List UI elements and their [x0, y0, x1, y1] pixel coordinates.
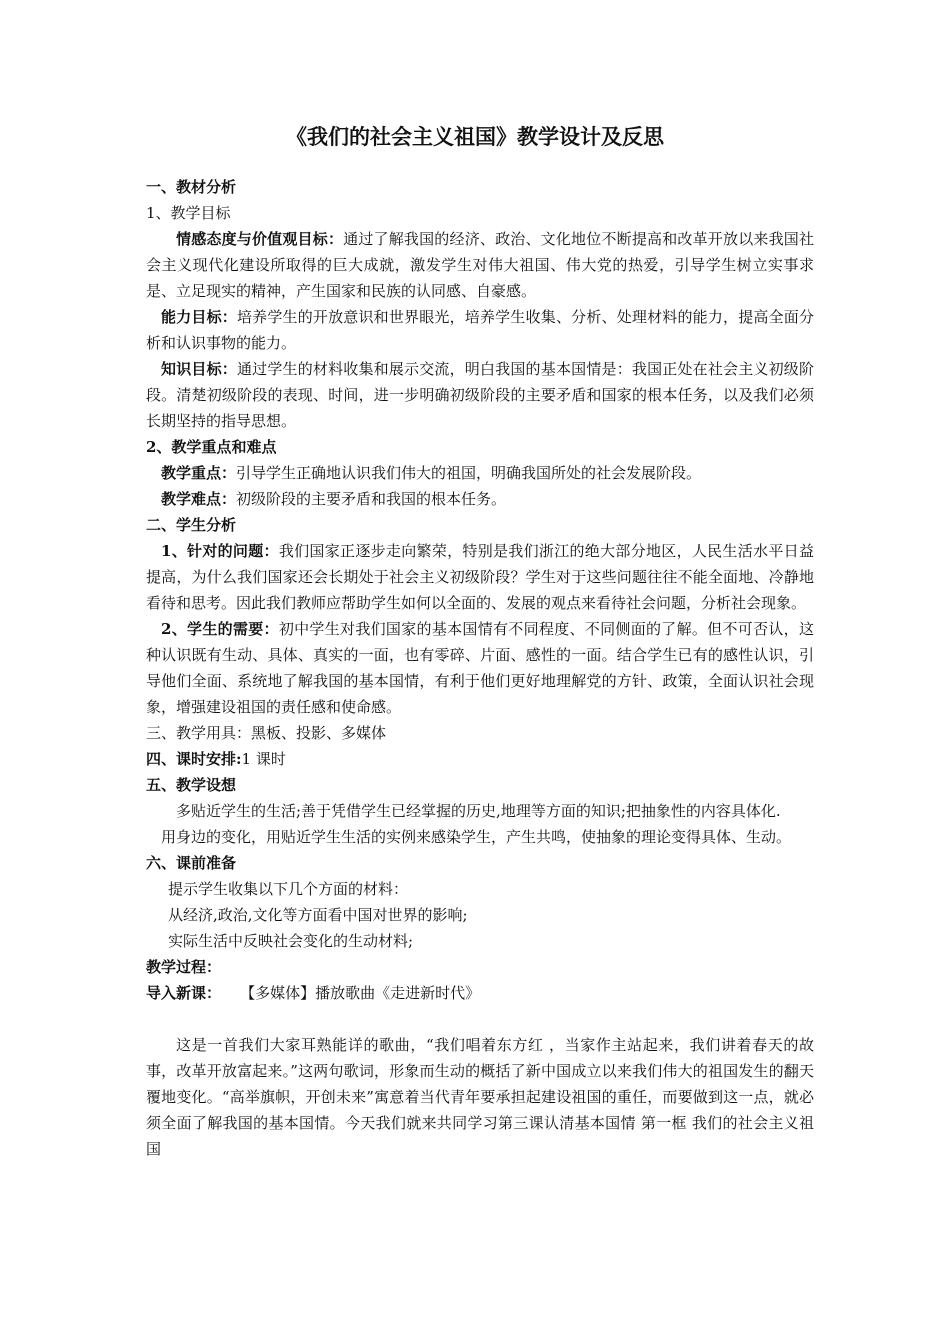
paragraph-design-2: 用身边的变化，用贴近学生生活的实例来感染学生，产生共鸣，使抽象的理论变得具体、生动。	[161, 828, 792, 846]
prep-line-2: 从经济,政治,文化等方面看中国对世界的影响;	[168, 906, 468, 924]
text: 【多媒体】播放歌曲《走进新时代》	[240, 984, 481, 1002]
label: 教学重点：	[161, 464, 237, 482]
section-heading-5: 五、教学设想	[146, 776, 237, 794]
subheading-teaching-goals: 1、教学目标	[146, 204, 231, 222]
label: 能力目标：	[161, 308, 237, 326]
document-title: 《我们的社会主义祖国》教学设计及反思	[286, 124, 664, 149]
process-intro	[146, 980, 814, 1006]
label: 情感态度与价值观目标：	[176, 230, 344, 248]
text: 引导学生正确地认识我们伟大的祖国，明确我国所处的社会发展阶段。	[236, 464, 702, 482]
paragraph-problem	[146, 538, 814, 616]
process-paragraph: 这是一首我们大家耳熟能详的歌曲，“我们唱着东方红 ，当家作主站起来，我们讲着春天的故事，改革开放富起来。”这两句歌词，形象而生动的概括了新中国成立以来我们伟大的祖国发生的翻天覆地变化。“高举旗帜，开创未来”寓意着当代青年要承担起建设祖国的重任，而要做到这一点，就必须全面了解我国的基本国情。今天我们就来共同学习第三课认清基本国情 第一框 我们的社会主义祖国	[146, 1036, 814, 1158]
paragraph-key-point	[146, 460, 814, 486]
section-heading-2: 二、学生分析	[146, 516, 237, 534]
label: 知识目标：	[161, 360, 237, 378]
section-heading-6: 六、课前准备	[146, 854, 237, 872]
prep-line-3: 实际生活中反映社会变化的生动材料;	[168, 932, 414, 950]
paragraph-emotion-goal	[146, 226, 814, 304]
paragraph-difficulty	[146, 486, 814, 512]
label: 教学难点：	[161, 490, 237, 508]
blank-line	[146, 1006, 814, 1032]
section-schedule	[146, 746, 814, 772]
text: 黑板、投影、多媒体	[251, 724, 387, 742]
label: 四、课时安排:	[146, 750, 242, 768]
text: 初中学生对我们国家的基本国情有不同程度、不同侧面的了解。但不可否认，这种认识既有生动、具体、真实的一面，也有零碎、片面、感性的一面。结合学生已有的感性认识，引导他们全面、系统地了解我国的基本国情，有利于他们更好地理解党的方针、政策，全面认识社会现象，增强建设祖国的责任感和使命感。	[146, 620, 814, 716]
paragraph-design-1: 多贴近学生的生活;善于凭借学生已经掌握的历史,地理等方面的知识;把抽象性的内容具体化.	[176, 802, 781, 820]
process-heading: 教学过程：	[146, 958, 222, 976]
paragraph-knowledge-goal	[146, 356, 814, 434]
text: 1 课时	[241, 750, 286, 768]
paragraph-student-needs	[146, 616, 814, 720]
prep-line-1: 提示学生收集以下几个方面的材料：	[168, 880, 409, 898]
text: 我们国家正逐步走向繁荣，特别是我们浙江的绝大部分地区，人民生活水平日益提高，为什么我们国家还会长期处于社会主义初级阶段？学生对于这些问题往往不能全面地、冷静地看待和思考。因此我们教师应帮助学生如何以全面的、发展的观点来看待社会问题，分析社会现象。	[146, 542, 814, 612]
label: 2、学生的需要：	[161, 620, 279, 638]
section-heading-1: 一、教材分析	[146, 178, 237, 196]
text: 通过了解我国的经济、政治、文化地位不断提高和改革开放以来我国社会主义现代化建设所取得的巨大成就，激发学生对伟大祖国、伟大党的热爱，引导学生树立实事求是、立足现实的精神，产生国家和民族的认同感、自豪感。	[146, 230, 814, 300]
text: 初级阶段的主要矛盾和我国的根本任务。	[236, 490, 507, 508]
label: 三、教学用具：	[146, 724, 252, 742]
section-teaching-tools	[146, 720, 814, 746]
paragraph-ability-goal	[146, 304, 814, 356]
document-body	[146, 174, 814, 1162]
subheading-key-points: 2、教学重点和难点	[146, 438, 277, 456]
text: 通过学生的材料收集和展示交流，明白我国的基本国情是：我国正处在社会主义初级阶段。清楚初级阶段的表现、时间，进一步明确初级阶段的主要矛盾和国家的根本任务，以及我们必须长期坚持的指导思想。	[146, 360, 814, 430]
label: 导入新课：	[146, 984, 222, 1002]
text: 培养学生的开放意识和世界眼光，培养学生收集、分析、处理材料的能力，提高全面分析和认识事物的能力。	[146, 308, 814, 352]
label: 1、针对的问题：	[161, 542, 279, 560]
